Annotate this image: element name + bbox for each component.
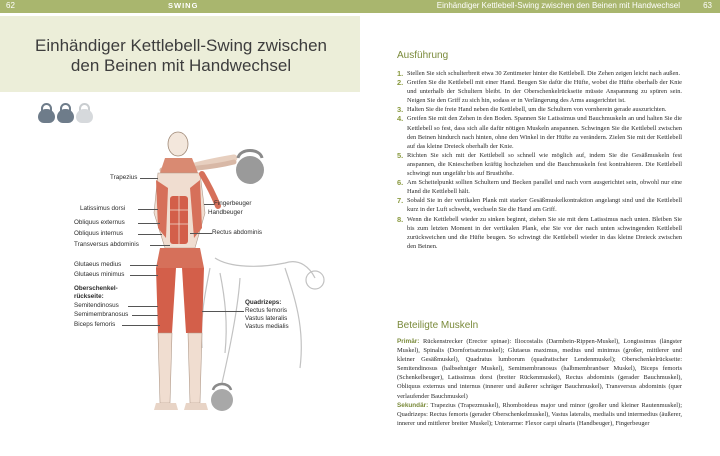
sekundaer-label: Sekundär: (397, 401, 429, 409)
list-item (397, 178, 682, 196)
step-number: 3. (397, 105, 404, 115)
step-list (397, 69, 682, 251)
label-quadrizeps-head: Quadrizeps: (245, 299, 282, 306)
leader-line (190, 233, 212, 234)
leader-line (138, 234, 162, 235)
label-vastus-medialis: Vastus medialis (245, 323, 289, 330)
kettlebell-icon (38, 103, 55, 123)
title-line-2: den Beinen mit Handwechsel (70, 56, 292, 75)
step-number: 5. (397, 150, 404, 160)
difficulty-rating (38, 103, 93, 123)
step-text: Sobald Sie in der vertikalen Plank mit starker Gesäßmuskelkontraktion angelangt sind und die Kettlebell kurz in der Luft schwebt, wechseln Sie die Hand am Griff. (407, 197, 682, 214)
title-line-1: Einhändiger Kettlebell-Swing zwischen (35, 36, 327, 55)
label-rectus-abdominis: Rectus abdominis (212, 229, 263, 236)
label-obliquus-internus: Obliquus internus (74, 230, 124, 237)
list-item (397, 105, 682, 114)
leader-line (130, 265, 158, 266)
primaer-text: Rückenstrecker (Erector spinae): Iliocostalis (Darmbein-Rippen-Muskel), Longissimus (längster Muskel), Spinalis (Dornfortsatzmuskel); Glutaeus maximus, medius und minimus (großer, mittlerer und kleiner Gesäßmuskel), Quadratus lumborum (quadratischer Lendenmuskel); Oberschenkelrückseite: Semitendinosus (halbsehniger Muskel), Semimembranosus (halbmembranöser Muskel), Biceps femoris (Schenkelbeuger), Latissimus dorsi (breiter Rückenmuskel), Rectus abdominis (gerader Bauchmuskel), Obliquus externus und internus (innerer und äußerer schräger Bauchmuskel), Transversus abdominis (quer verlaufender Bauchmuskel) (397, 338, 682, 400)
label-semitendinosus: Semitendinosus (74, 302, 119, 309)
step-number: 7. (397, 196, 404, 206)
list-item (397, 69, 682, 78)
label-biceps-femoris: Biceps femoris (74, 321, 116, 328)
instructions-column (397, 50, 682, 251)
step-number: 6. (397, 178, 404, 188)
header-right (360, 0, 720, 13)
label-trapezius: Trapezius (110, 174, 138, 181)
step-text: Richten Sie sich mit der Kettlebell so schnell wie möglich auf, indem Sie die Gesäßmuskeln fest anspannen, die Kniescheiben kräftig hochziehen und die Bauchmuskeln fest kontrahieren. Die Kettlebell schwingt nun ungefähr bis auf Brusthöhe. (407, 151, 682, 178)
label-rectus-femoris: Rectus femoris (245, 307, 287, 314)
leader-line (150, 245, 170, 246)
title-box (0, 16, 360, 92)
leader-line (138, 209, 158, 210)
page-number-right: 63 (703, 1, 712, 10)
step-text: Stellen Sie sich schulterbreit etwa 30 Zentimeter hinter die Kettlebell. Die Zehen zeigen leicht nach außen. (407, 70, 681, 77)
muskeln-heading: Beteiligte Muskeln (397, 320, 479, 331)
header-left (0, 0, 360, 13)
kettlebell-icon (57, 103, 74, 123)
step-text: Am Scheitelpunkt sollten Schultern und Becken parallel und nach vorn ausgerichtet sein, obwohl nur eine Hand die Kettlebell hält. (407, 179, 682, 196)
list-item (397, 196, 682, 214)
anatomy-figure (74, 118, 360, 418)
leader-line (128, 306, 158, 307)
ghost-kettlebell (211, 384, 233, 411)
label-hamstrings-head-2: rückseite: (74, 293, 104, 300)
label-fingerbeuger: Fingerbeuger (214, 200, 252, 207)
primaer-label: Primär: (397, 338, 420, 345)
label-handbeuger: Handbeuger (208, 209, 243, 216)
list-item (397, 151, 682, 178)
leader-line (132, 315, 158, 316)
leader-line (204, 204, 214, 205)
label-hamstrings-head-1: Oberschenkel- (74, 285, 118, 292)
label-obliquus-externus: Obliquus externus (74, 219, 125, 226)
label-vastus-lateralis: Vastus lateralis (245, 315, 288, 322)
leader-line (130, 275, 158, 276)
leader-line (122, 325, 160, 326)
step-number: 2. (397, 78, 404, 88)
list-item (397, 215, 682, 251)
label-semimembranosus: Semimembranosus (74, 311, 129, 318)
step-text: Greifen Sie die Kettlebell mit einer Hand. Beugen Sie dafür die Hüfte, wobei die Hüfte oberhalb der Knie und unterhalb der Schultern bleibt. In der Oberschenkelrückseite müsste Anspannung zu spüren sein. Neigen Sie den Griff zu sich hin, sodass er in Verlängerung des Arms ausgerichtet ist. (407, 79, 682, 105)
kettlebell-icon (76, 103, 93, 123)
running-title: Einhändiger Kettlebell-Swing zwischen den Beinen mit Handwechsel (436, 1, 680, 10)
leader-line (138, 223, 160, 224)
label-glutaeus-medius: Glutaeus medius (74, 261, 122, 268)
step-text: Greifen Sie mit den Zehen in den Boden. Spannen Sie Latissimus und Bauchmuskeln an und halten Sie die Kettlebell so fest, dass sich alle dafür nötigen Muskeln anspannen. Schwingen Sie die Kettlebell zwischen den Beinen hindurch nach hinten, ohne den Winkel in der Hüfte zu verändern. Zielen Sie mit der Kettlebell auf das kleine Dreieck oberhalb der Knie. (407, 115, 682, 150)
label-transversus: Transversus abdominis (74, 241, 139, 248)
step-number: 8. (397, 214, 404, 224)
page-header (0, 0, 720, 13)
exercise-title (20, 36, 342, 76)
step-number: 1. (397, 69, 404, 78)
step-text: Halten Sie die freie Hand neben die Kettlebell, um die Schultern von vornherein gerade auszurichten. (407, 106, 667, 114)
step-text: Wenn die Kettlebell wieder zu sinken beginnt, ziehen Sie sie mit dem Latissimus nach unten. Bleiben Sie bis zum letzten Moment in der vertikalen Plank, ehe Sie vor der nach unten schwingenden Kettlebell zurückweichen und die Hüfte beugen. So schwingt die Kettlebell wieder in das kleine Dreieck zwischen den Beinen. (407, 215, 682, 250)
figure-illustration (110, 118, 360, 418)
muskeln-text (397, 337, 682, 428)
page-number-left: 62 (6, 1, 15, 10)
list-item (397, 114, 682, 150)
leader-line (140, 178, 158, 179)
section-label: SWING (168, 1, 199, 10)
ausfuehrung-heading: Ausführung (397, 50, 449, 61)
step-number: 4. (397, 114, 404, 124)
leader-line (202, 311, 244, 312)
label-glutaeus-minimus: Glutaeus minimus (74, 271, 125, 278)
label-latissimus: Latissimus dorsi (80, 205, 126, 212)
list-item (397, 78, 682, 105)
sekundaer-text: Trapezius (Trapezmuskel), Rhomboideus major und minor (großer und kleiner Rautenmuskel); Quadrizeps: Rectus femoris (gerader Oberschenkelmuskel), Vastus lateralis, medialis und intermedius (äußerer, innerer und mittlerer breiter Muskel); Unterarme: Flexor carpi ulnaris (Handbeuger), Fingerbeuger (397, 401, 682, 427)
